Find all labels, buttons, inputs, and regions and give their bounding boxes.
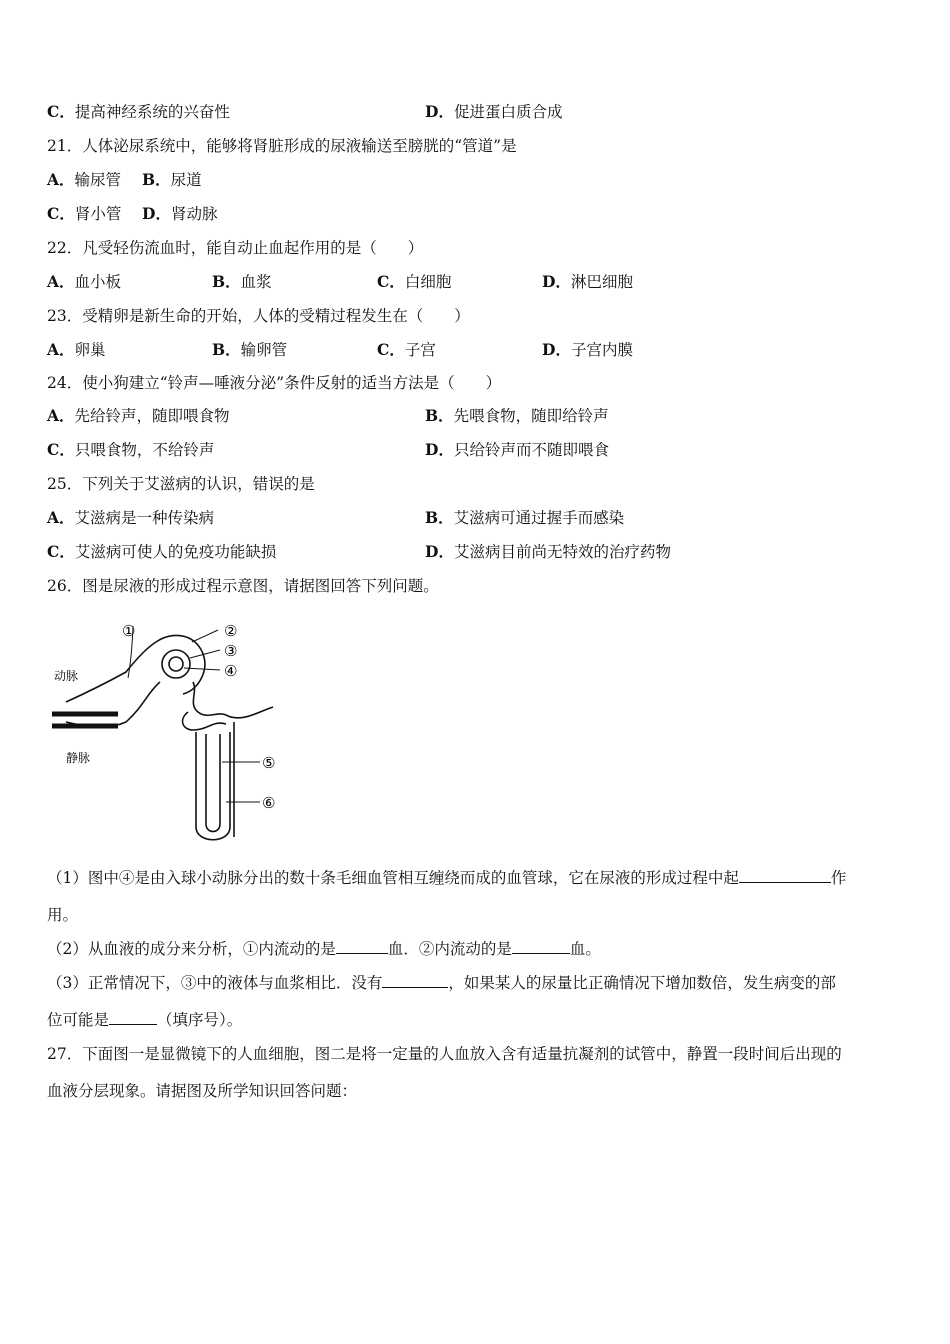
label-1: ① [122, 622, 136, 640]
loop-of-henle-inner [206, 734, 220, 832]
q20-options-cd [47, 102, 563, 122]
q22-options [47, 272, 633, 292]
q22-optD-label: D． [542, 272, 571, 291]
q25-optC-label: C． [47, 542, 75, 561]
q27-line1: 27．下面图一是显微镜下的人血细胞，图二是将一定量的人血放入含有适量抗凝剂的试管中，静置一段时间后出现的 [47, 1045, 842, 1063]
q24-optA-text: 先给铃声，随即喂食物 [74, 407, 230, 425]
q24-stem: 24．使小狗建立“铃声—唾液分泌”条件反射的适当方法是（ ） [47, 374, 502, 392]
q22-optB-label: B． [212, 272, 241, 291]
q22-optC-label: C． [377, 272, 405, 291]
glomerulus-inner [169, 657, 183, 671]
q20-optD-text: 促进蛋白质合成 [453, 103, 563, 121]
q26-p2-text-c: 血。 [569, 940, 601, 958]
q24-optA-label: A． [47, 406, 75, 425]
q22-optC-text: 白细胞 [404, 273, 452, 291]
q25-optB-text: 艾滋病可通过握手而感染 [453, 509, 625, 527]
q27-line2: 血液分层现象。请据图及所学知识回答问题： [47, 1082, 358, 1100]
label-3: ③ [224, 642, 238, 660]
q22-optB-text: 血浆 [240, 273, 272, 291]
q23-optC-text: 子宫 [404, 341, 436, 359]
q22-stem: 22．凡受轻伤流血时，能自动止血起作用的是（ ） [47, 239, 424, 257]
q23-optD-label: D． [542, 340, 571, 359]
q24-optC-text: 只喂食物，不给铃声 [74, 441, 215, 459]
q26-p3-text-a: （3）正常情况下，③中的液体与血浆相比．没有 [47, 974, 383, 992]
q23-optB-label: B． [212, 340, 241, 359]
q26-p3-text-d: （填序号）。 [157, 1011, 243, 1029]
q21-optD-text: 肾动脉 [170, 205, 218, 223]
q22-optA-label: A． [47, 272, 75, 291]
q25-optD-label: D． [425, 542, 454, 561]
efferent-artery-lower [66, 682, 160, 727]
bowman-capsule-outer [156, 635, 205, 694]
label-line-3 [190, 650, 220, 658]
q21-optC-text: 肾小管 [74, 205, 122, 223]
q26-p2-blank-1[interactable] [336, 939, 388, 954]
label-2: ② [224, 622, 238, 640]
q20-optC-label: C． [47, 102, 75, 121]
q23-optD-text: 子宫内膜 [570, 341, 633, 359]
q25-stem: 25．下列关于艾滋病的认识，错误的是 [47, 475, 315, 493]
glomerulus-outer [162, 650, 190, 678]
q21-optB-label: B． [142, 170, 171, 189]
q26-part1-line1 [47, 868, 846, 888]
convoluted-tubule [193, 682, 273, 718]
q21-optD-label: D． [142, 204, 171, 223]
q25-optA-text: 艾滋病是一种传染病 [74, 509, 215, 527]
q21-options-cd [47, 204, 218, 224]
q24-optD-text: 只给铃声而不随即喂食 [453, 441, 609, 459]
q26-p1-text-a: （1）图中④是由入球小动脉分出的数十条毛细血管相互缠绕而成的血管球，它在尿液的形成过程中起 [47, 869, 739, 887]
efferent-artery-upper [66, 642, 156, 702]
q25-optB-label: B． [425, 508, 454, 527]
q25-optD-text: 艾滋病目前尚无特效的治疗药物 [453, 543, 671, 561]
q22-optA-text: 血小板 [74, 273, 122, 291]
label-6: ⑥ [262, 794, 276, 812]
q24-optD-label: D． [425, 440, 454, 459]
q21-optA-text: 输尿管 [74, 171, 122, 189]
nephron-structure [52, 626, 276, 840]
label-4: ④ [224, 662, 238, 680]
q24-options-ab [47, 406, 609, 426]
q21-options-ab [47, 170, 202, 190]
q23-stem: 23．受精卵是新生命的开始，人体的受精过程发生在（ ） [47, 307, 470, 325]
label-artery: 动脉 [54, 669, 79, 683]
q24-optC-label: C． [47, 440, 75, 459]
q26-stem: 26．图是尿液的形成过程示意图，请据图回答下列问题。 [47, 577, 439, 595]
q21-stem: 21．人体泌尿系统中，能够将肾脏形成的尿液输送至膀胱的“管道”是 [47, 137, 517, 155]
q26-part2 [47, 939, 601, 959]
q26-p1-blank[interactable] [739, 868, 831, 883]
nephron-diagram [48, 612, 298, 852]
q26-p2-text-b: 血．②内流动的是 [387, 940, 512, 958]
label-vein: 静脉 [66, 751, 91, 765]
q22-optD-text: 淋巴细胞 [570, 273, 633, 291]
q25-optC-text: 艾滋病可使人的免疫功能缺损 [74, 543, 277, 561]
q26-p3-text-c: 位可能是 [47, 1011, 110, 1029]
q26-p2-text-a: （2）从血液的成分来分析，①内流动的是 [47, 940, 336, 958]
q26-p3-blank-2[interactable] [109, 1010, 157, 1025]
q25-optA-label: A． [47, 508, 75, 527]
q26-p1-text-b: 作 [830, 869, 847, 887]
q21-optA-label: A． [47, 170, 75, 189]
q21-optC-label: C． [47, 204, 75, 223]
q23-optA-label: A． [47, 340, 75, 359]
q23-optA-text: 卵巢 [74, 341, 106, 359]
q24-options-cd [47, 440, 609, 460]
q23-optB-text: 输卵管 [240, 341, 288, 359]
q20-optC-text: 提高神经系统的兴奋性 [74, 103, 230, 121]
q23-optC-label: C． [377, 340, 405, 359]
q23-options [47, 340, 633, 360]
q26-p1-text-c: 用。 [47, 906, 79, 924]
label-5: ⑤ [262, 754, 276, 772]
q25-options-ab [47, 508, 625, 528]
q21-optB-text: 尿道 [170, 171, 202, 189]
q26-p2-blank-2[interactable] [512, 939, 570, 954]
q26-part3-line1 [47, 973, 836, 993]
label-line-2 [192, 630, 218, 642]
q20-optD-label: D． [425, 102, 454, 121]
q26-p3-text-b: ，如果某人的尿量比正确情况下增加数倍，发生病变的部 [448, 974, 836, 992]
q26-p3-blank-1[interactable] [382, 973, 448, 988]
q25-options-cd [47, 542, 671, 562]
q24-optB-text: 先喂食物，随即给铃声 [453, 407, 609, 425]
loop-of-henle-outer [196, 732, 230, 840]
q24-optB-label: B． [425, 406, 454, 425]
q26-part3-line2 [47, 1010, 242, 1030]
